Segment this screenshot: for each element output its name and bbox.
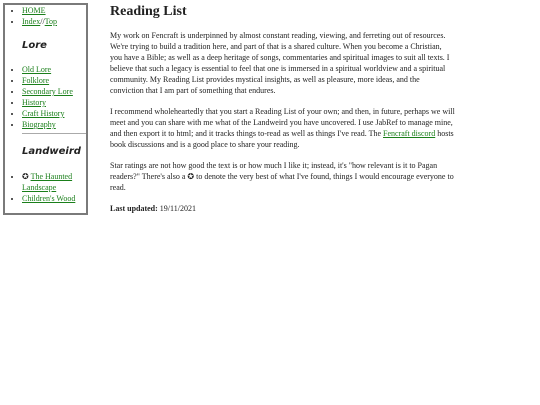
page-title: Reading List [110,4,187,19]
sidebar [3,3,88,215]
main-content [110,4,455,224]
last-updated-value: 19/11/2021 [157,204,196,213]
sidebar-item-haunted-landscape[interactable]: The Haunted Landscape [22,172,73,192]
list-item [22,16,86,27]
recommend-text: I recommend wholeheartedly that you start a Reading List of your own; and then, in future, perhaps we will meet and you can share with me what of the Landweird you have uncovered. I use JabRef to manage mine, and then export it to html; and it tracks things to-read as well as things I've read. The [110,107,455,138]
sidebar-item-history[interactable]: History [22,98,46,107]
list-item [22,97,86,108]
list-item [22,119,86,130]
fencraft-discord-link[interactable]: Fencraft discord [383,129,436,138]
sidebar-item-craft-history[interactable]: Craft History [22,109,65,118]
last-updated-label: Last updated: [110,204,158,213]
list-item [22,108,86,119]
recommend-paragraph [110,106,455,150]
index-link[interactable]: Index [22,17,41,26]
list-item [22,171,86,193]
list-item [22,5,86,16]
sidebar-heading-landweird: Landweird [22,146,81,157]
list-item [22,193,86,204]
top-link[interactable]: Top [44,17,57,26]
sidebar-lore-list [5,64,86,130]
last-updated [110,203,455,214]
ratings-paragraph: Star ratings are not how good the text is or how much I like it; instead, it's "how relevant is it to Pagan readers?" There's also a ✪ to denote the very best of what I've found, things I would encourage everyone to read. [110,161,454,192]
intro-paragraph: My work on Fencraft is underpinned by almost constant reading, viewing, and ferreting out of resources. We're trying to build a tradition here, and part of that is a shared culture. When you become a Christian, you have a Bible; as well as a deep heritage of songs, commentaries and spiritual images to suit all texts. I believe that such a legacy is essential to feel that one is immersed in a spiritual worldview and a spiritual community. My Reading List provides mystical insights, as well as pleasure, more ideas, and the conviction that I am part of something that endures. [110,31,450,95]
sidebar-landweird-list [5,171,86,204]
sidebar-item-old-lore[interactable]: Old Lore [22,65,52,74]
list-item [22,64,86,75]
link-separator: // [40,17,45,26]
sidebar-item-secondary-lore[interactable]: Secondary Lore [22,87,73,96]
sidebar-top-links [5,5,86,27]
sidebar-item-folklore[interactable]: Folklore [22,76,50,85]
sidebar-item-biography[interactable]: Biography [22,120,56,129]
list-item [22,86,86,97]
list-item [22,75,86,86]
recommend-tail: hosts book discussions and is a good place to share your reading. [110,129,454,149]
star-icon: ✪ [22,172,29,181]
home-link[interactable]: HOME [22,6,46,15]
sidebar-item-childrens-wood[interactable]: Children's Wood [22,194,76,203]
sidebar-heading-lore: Lore [22,40,47,51]
